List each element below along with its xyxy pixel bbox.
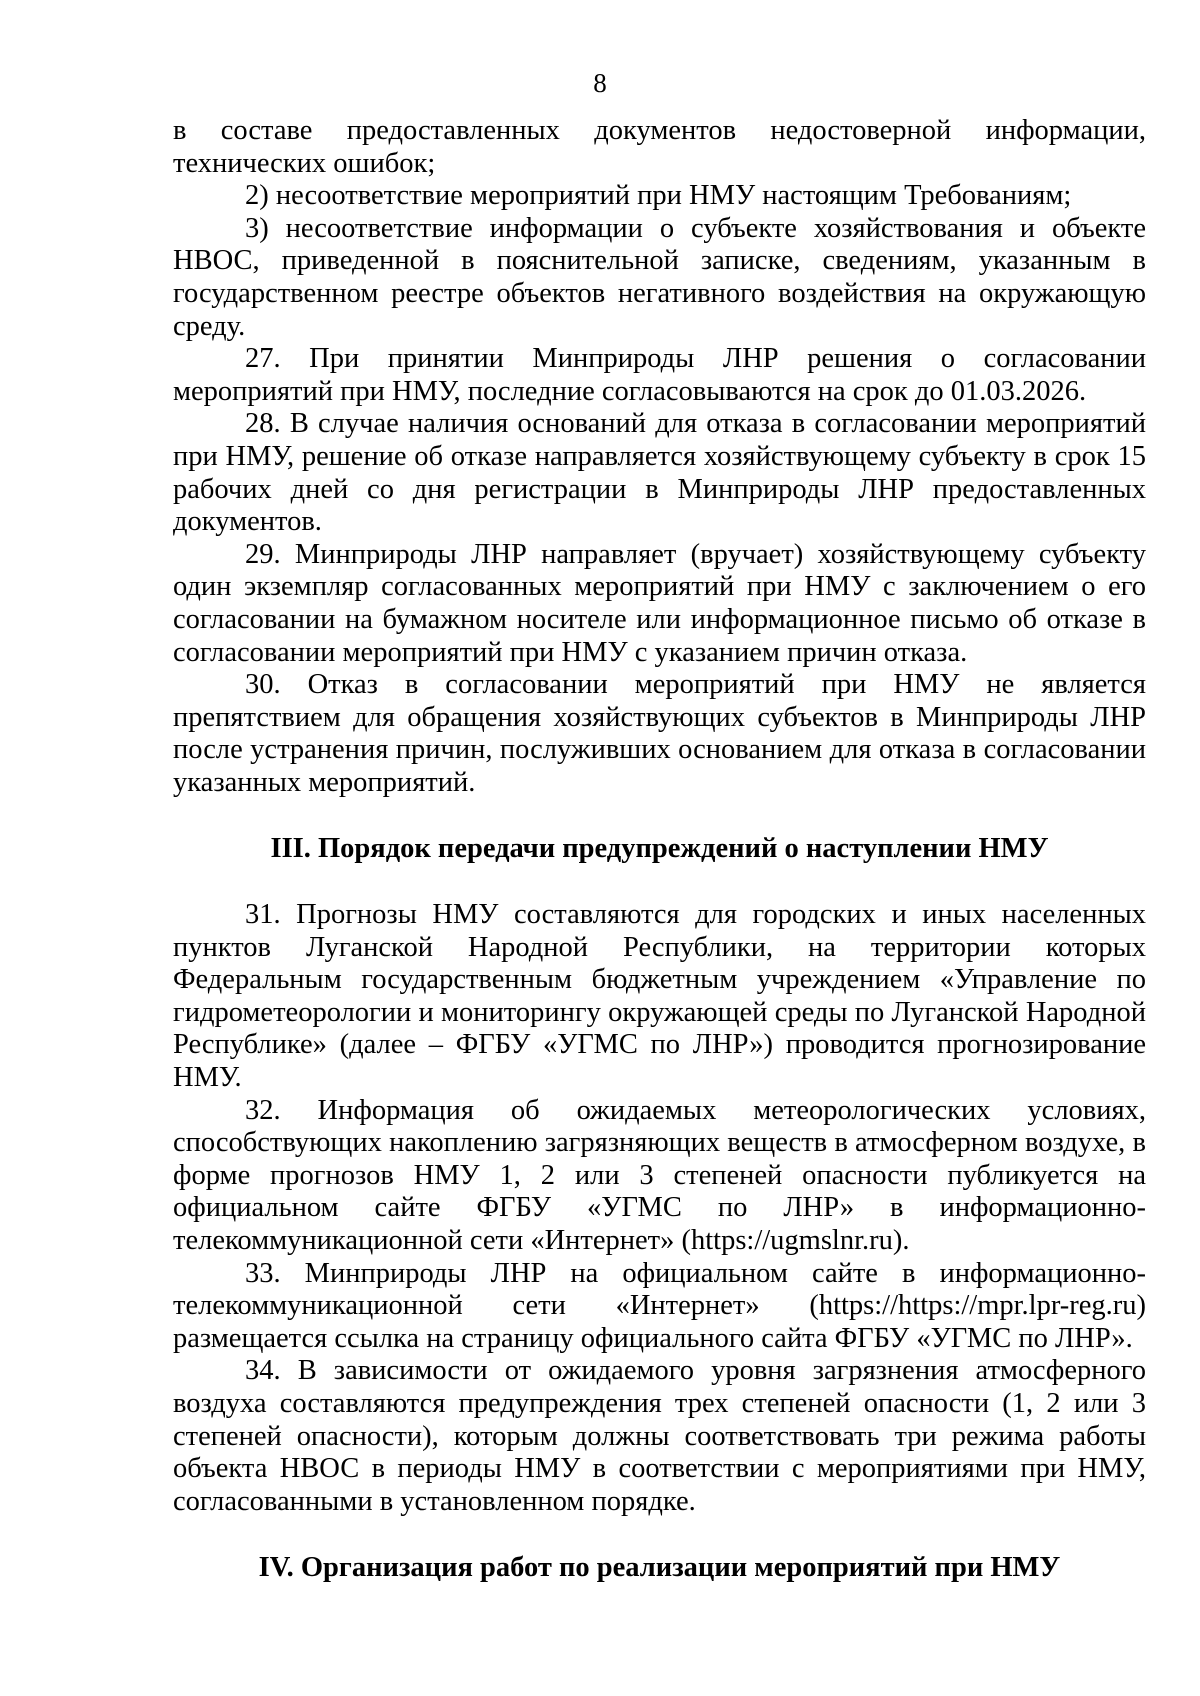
page-number: 8	[593, 68, 607, 98]
clause-30: 30. Отказ в согласовании мероприятий при НМУ не является препятствием для обращения хозяйствующих субъектов в Минприроды ЛНР после устранения причин, послуживших основанием для отказа в согласовании указанных мероприятий.	[173, 669, 1146, 798]
clause-34: 34. В зависимости от ожидаемого уровня загрязнения атмосферного воздуха составляются предупреждения трех степеней опасности (1, 2 или 3 степеней опасности), которым должны соответствовать три режима работы объекта НВОС в периоды НМУ в соответствии с мероприятиями при НМУ, согласованными в установленном порядке.	[173, 1355, 1146, 1517]
clause-31: 31. Прогнозы НМУ составляются для городских и иных населенных пунктов Луганской Народной Республики, на территории которых Федеральным государственным бюджетным учреждением «Управление по гидрометеорологии и мониторингу окружающей среды по Луганской Народной Республике» (далее – ФГБУ «УГМС по ЛНР») проводится прогнозирование НМУ.	[173, 899, 1146, 1094]
list-item-3: 3) несоответствие информации о субъекте хозяйствования и объекте НВОС, приведенной в пояснительной записке, сведениям, указанным в государственном реестре объектов негативного воздействия на окружающую среду.	[173, 212, 1146, 342]
clause-29: 29. Минприроды ЛНР направляет (вручает) хозяйствующему субъекту один экземпляр согласованных мероприятий при НМУ с заключением о его согласовании на бумажном носителе или информационное письмо об отказе в согласовании мероприятий при НМУ с указанием причин отказа.	[173, 538, 1146, 668]
clause-33: 33. Минприроды ЛНР на официальном сайте в информационно-телекоммуникационной сети «Интернет» (https://https://mpr.lpr-reg.ru) размещается ссылка на страницу официального сайта ФГБУ «УГМС по ЛНР».	[173, 1257, 1146, 1354]
clause-28: 28. В случае наличия оснований для отказа в согласовании мероприятий при НМУ, решение об отказе направляется хозяйствующему субъекту в срок 15 рабочих дней со дня регистрации в Минприроды ЛНР предоставленных документов.	[173, 408, 1146, 538]
document-body	[173, 115, 1146, 1585]
section-4-heading: IV. Организация работ по реализации мероприятий при НМУ	[258, 1552, 1061, 1584]
section-3-heading: III. Порядок передачи предупреждений о наступлении НМУ	[270, 833, 1049, 865]
list-item-2: 2) несоответствие мероприятий при НМУ настоящим Требованиям;	[245, 180, 1072, 212]
clause-32: 32. Информация об ожидаемых метеорологических условиях, способствующих накоплению загрязняющих веществ в атмосферном воздухе, в форме прогнозов НМУ 1, 2 или 3 степеней опасности публикуется на официальном сайте ФГБУ «УГМС по ЛНР» в информационно-телекоммуникационной сети «Интернет» (https://ugmslnr.ru).	[173, 1094, 1146, 1256]
clause-27: 27. При принятии Минприроды ЛНР решения о согласовании мероприятий при НМУ, последние согласовываются на срок до 01.03.2026.	[173, 343, 1146, 407]
paragraph-continuation: в составе предоставленных документов недостоверной информации, технических ошибок;	[173, 115, 1146, 179]
